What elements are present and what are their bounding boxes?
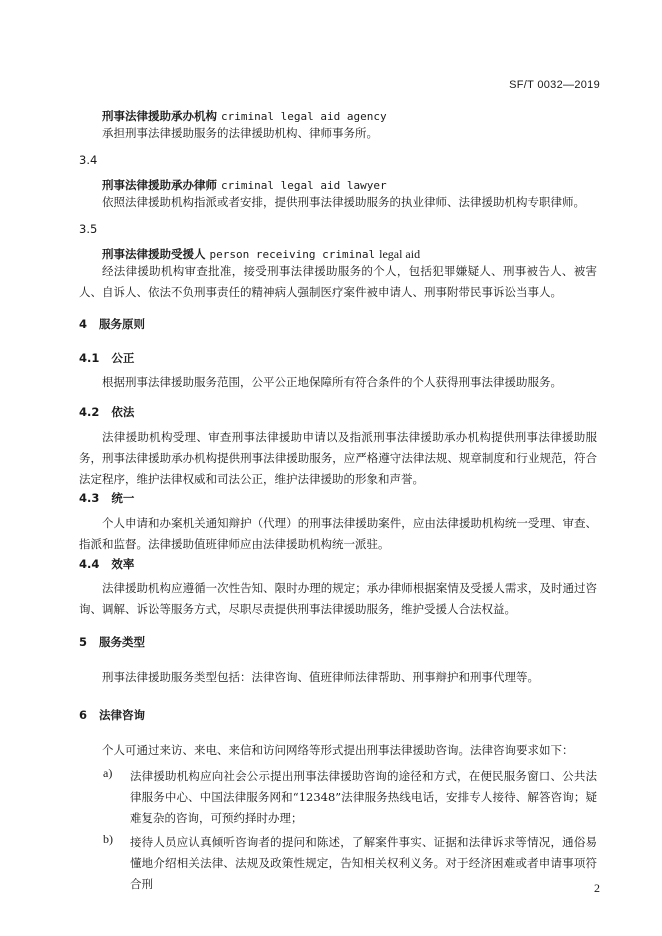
section-heading-6: 6 法律咨询	[79, 708, 146, 722]
term-3-5-en-tail: legal aid	[379, 247, 421, 261]
section-intro-6: 个人可通过来访、来电、来信和访问网络等形式提出刑事法律援助咨询。法律咨询要求如下：	[102, 743, 574, 757]
clause-text-4-2: 法律援助机构受理、审查刑事法律援助申请以及指派刑事法律援助承办机构提供刑事法律援助服务，刑事法律援助承办机构提供刑事法律援助服务，应严格遵守法律法规、规章制度和行业规范，符合法定程序，维护法律权威和司法公正，维护法律援助的形象和声誉。	[79, 430, 597, 486]
list-item-text: 法律援助机构应向社会公示提出刑事法律援助咨询的途径和方式，在便民服务窗口、公共法律服务中心、中国法律服务网和“12348”法律服务热线电话，安排专人接待、解答咨询；疑难复杂的咨询，可预约择时办理；	[130, 769, 597, 825]
definition-3-5: 经法律援助机构审查批准，接受刑事法律援助服务的个人，包括犯罪嫌疑人、刑事被告人、被害人、自诉人、依法不负刑事责任的精神病人强制医疗案件被申请人、刑事附带民事诉讼当事人。	[79, 264, 597, 299]
term-3-4-en: criminal legal aid lawyer	[221, 179, 387, 192]
definition-3-3: 承担刑事法律援助服务的法律援助机构、律师事务所。	[102, 126, 378, 140]
section-heading-4: 4 服务原则	[79, 317, 146, 331]
clause-number-3-5: 3.5	[79, 222, 98, 236]
term-3-4	[102, 177, 387, 193]
term-3-5-zh: 刑事法律援助受援人	[102, 247, 206, 261]
section-heading-5: 5 服务类型	[79, 635, 146, 649]
clause-text-4-4: 法律援助机构应遵循一次性告知、限时办理的规定；承办律师根据案情及受援人需求，及时通过咨询、调解、诉讼等服务方式，尽职尽责提供刑事法律援助服务，维护受援人合法权益。	[79, 581, 597, 616]
list-item-label: b)	[103, 832, 113, 846]
clause-text-4-1: 根据刑事法律援助服务范围，公平公正地保障所有符合条件的个人获得刑事法律援助服务。	[102, 375, 562, 389]
clause-heading-4-1: 4.1 公正	[79, 351, 135, 365]
list-item-label: a)	[103, 766, 113, 780]
page-number: 2	[594, 881, 600, 895]
section-text-5: 刑事法律援助服务类型包括：法律咨询、值班律师法律帮助、刑事辩护和刑事代理等。	[102, 670, 539, 684]
clause-heading-4-3: 4.3 统一	[79, 491, 135, 505]
list-item-text: 接待人员应认真倾听咨询者的提问和陈述，了解案件事实、证据和法律诉求等情况，通俗易懂地介绍相关法律、法规及政策性规定，告知相关权利义务。对于经济困难或者申请事项符合刑	[130, 835, 597, 891]
term-3-3-zh: 刑事法律援助承办机构	[102, 109, 217, 123]
clause-text-4-3: 个人申请和办案机关通知辩护（代理）的刑事法律援助案件，应由法律援助机构统一受理、审查、指派和监督。法律援助值班律师应由法律援助机构统一派驻。	[79, 516, 597, 551]
term-3-4-zh: 刑事法律援助承办律师	[102, 178, 217, 192]
clause-number-3-4: 3.4	[79, 153, 98, 167]
term-3-3	[102, 108, 387, 124]
clause-heading-4-4: 4.4 效率	[79, 557, 135, 571]
term-3-3-en: criminal legal aid agency	[221, 110, 387, 123]
term-3-5	[102, 246, 420, 262]
clause-heading-4-2: 4.2 依法	[79, 405, 135, 419]
standard-code: SF/T 0032—2019	[509, 79, 600, 91]
term-3-5-en: person receiving criminal	[209, 248, 376, 261]
definition-3-4: 依照法律援助机构指派或者安排，提供刑事法律援助服务的执业律师、法律援助机构专职律师。	[102, 195, 585, 209]
